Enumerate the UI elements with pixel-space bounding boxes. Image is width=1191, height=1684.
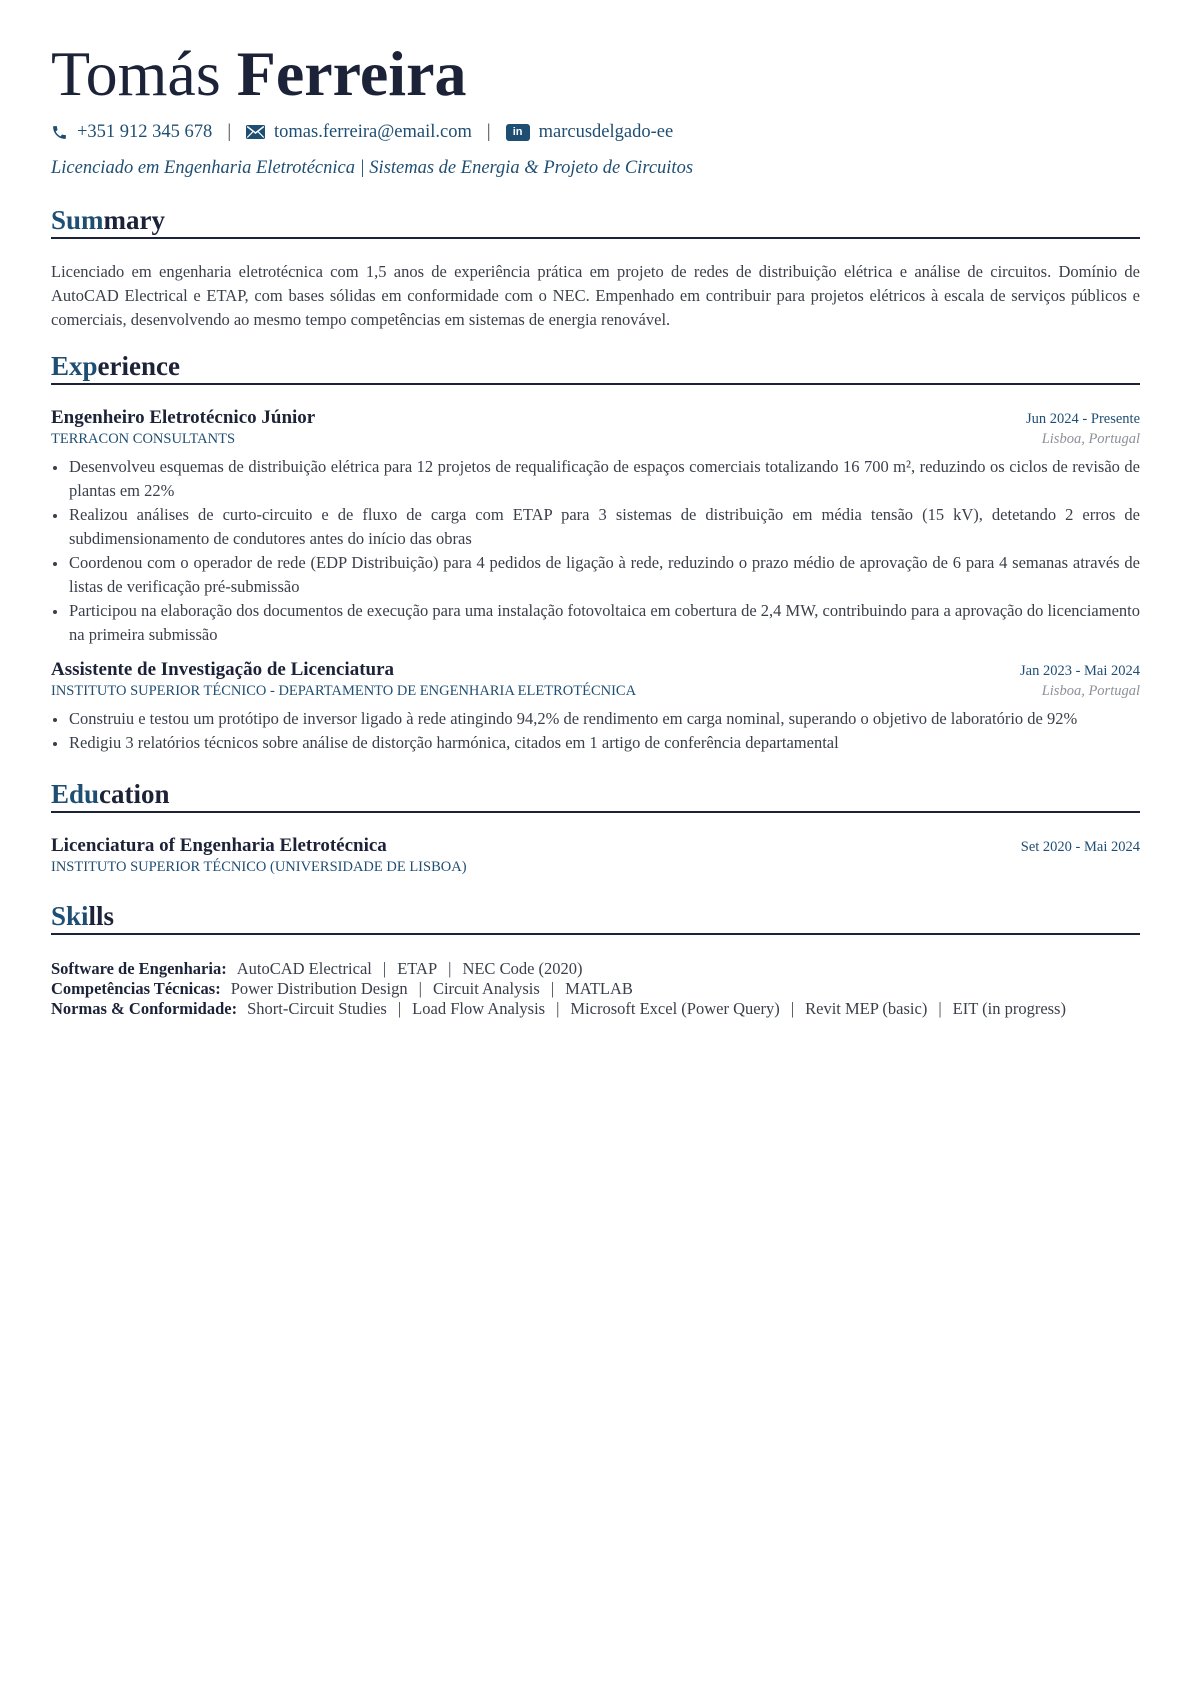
job-bullets xyxy=(51,707,1140,755)
last-name: Ferreira xyxy=(236,38,467,109)
contact-phone[interactable] xyxy=(51,122,212,143)
skill-separator: | xyxy=(418,978,422,998)
heading-accent: Sum xyxy=(51,205,104,235)
degree-dates: Set 2020 - Mai 2024 xyxy=(1020,838,1140,855)
skill-separator: | xyxy=(550,978,555,998)
job-bullets xyxy=(51,455,1140,647)
skill-item: EIT (in progress) xyxy=(952,998,1066,1018)
heading-accent: Ski xyxy=(51,900,89,931)
skill-separator: | xyxy=(397,998,402,1018)
school-name: INSTITUTO SUPERIOR TÉCNICO (UNIVERSIDADE DE LISBOA) xyxy=(51,858,467,875)
job-location: Lisboa, Portugal xyxy=(1041,682,1140,699)
skills-section xyxy=(51,899,1140,1021)
candidate-name xyxy=(51,36,1140,112)
experience-entry xyxy=(51,405,1140,647)
skill-category: Competências Técnicas: xyxy=(51,978,221,998)
skill-category: Normas & Conformidade: xyxy=(51,998,238,1018)
degree-title: Licenciatura of Engenharia Eletrotécnica xyxy=(51,834,387,856)
bullet-item: Coordenou com o operador de rede (EDP Distribuição) para 4 pedidos de ligação à rede, reduzindo o prazo médio de aprovação de 6 para 4 semanas através de listas de verificação pré-submissão xyxy=(51,551,1140,599)
skill-item: Power Distribution Design xyxy=(230,978,408,998)
skill-item: NEC Code (2020) xyxy=(462,958,583,978)
skills-list xyxy=(51,957,1140,1021)
contact-separator: | xyxy=(227,121,232,142)
education-entry xyxy=(51,833,1140,877)
skill-item: AutoCAD Electrical xyxy=(236,958,372,978)
skill-item: Circuit Analysis xyxy=(432,978,540,998)
skill-category: Software de Engenharia: xyxy=(51,958,227,978)
resume-header xyxy=(51,36,1140,181)
phone-number: +351 912 345 678 xyxy=(77,121,213,142)
phone-icon xyxy=(51,124,68,141)
bullet-item: Realizou análises de curto-circuito e de fluxo de carga com ETAP para 3 sistemas de distribuição em média tensão (15 kV), detetando 2 erros de subdimensionamento de condutores antes do início das obras xyxy=(51,503,1140,551)
linkedin-icon xyxy=(506,124,530,141)
job-title: Assistente de Investigação de Licenciatura xyxy=(51,658,395,680)
bullet-item: Participou na elaboração dos documentos de execução para uma instalação fotovoltaica em cobertura de 2,4 MW, contribuindo para a aprovação do licenciamento na primeira submissão xyxy=(51,599,1140,647)
skill-separator: | xyxy=(382,958,387,978)
headline-tagline: Licenciado em Engenharia Eletrotécnica | Sistemas de Energia & Projeto de Circuitos xyxy=(51,158,694,178)
contact-email[interactable] xyxy=(246,122,472,143)
skill-row xyxy=(51,997,1140,1021)
employer-name: TERRACON CONSULTANTS xyxy=(51,430,236,447)
envelope-icon xyxy=(246,125,265,139)
skill-separator: | xyxy=(938,998,942,1018)
linkedin-handle: marcusdelgado-ee xyxy=(538,121,674,142)
experience-section xyxy=(51,349,1140,755)
skills-heading xyxy=(51,899,1140,935)
job-dates: Jan 2023 - Mai 2024 xyxy=(1019,662,1140,679)
email-address: tomas.ferreira@email.com xyxy=(274,121,472,142)
skill-item: MATLAB xyxy=(565,978,633,998)
heading-rest: lls xyxy=(88,900,115,931)
summary-text: Licenciado em engenharia eletrotécnica com 1,5 anos de experiência prática em projeto de redes de distribuição elétrica e análise de circuitos. Domínio de AutoCAD Electrical e ETAP, com bases sólidas em conformidade com o NEC. Empenhado em contribuir para projetos elétricos à escala de serviços públicos e comerciais, desenvolvendo ao mesmo tempo competências em sistemas de energia renovável. xyxy=(51,262,1140,329)
heading-rest: erience xyxy=(97,350,180,381)
heading-accent: Edu xyxy=(51,778,100,809)
heading-rest: cation xyxy=(99,778,170,809)
summary-heading xyxy=(51,203,1140,239)
employer-name: INSTITUTO SUPERIOR TÉCNICO - DEPARTAMENTO DE ENGENHARIA ELETROTÉCNICA xyxy=(51,682,637,699)
education-section xyxy=(51,777,1140,877)
first-name: Tomás xyxy=(51,38,221,109)
skill-item: Short-Circuit Studies xyxy=(247,998,387,1018)
contact-linkedin[interactable] xyxy=(506,122,674,143)
skill-separator: | xyxy=(448,958,452,978)
summary-section xyxy=(51,203,1140,332)
contact-bar xyxy=(51,118,1140,146)
job-dates: Jun 2024 - Presente xyxy=(1026,410,1140,427)
bullet-item: Construiu e testou um protótipo de inversor ligado à rede atingindo 94,2% de rendimento em carga nominal, superando o objetivo de laboratório de 92% xyxy=(51,707,1140,731)
job-location: Lisboa, Portugal xyxy=(1041,430,1140,447)
education-heading xyxy=(51,777,1140,813)
bullet-item: Redigiu 3 relatórios técnicos sobre análise de distorção harmónica, citados em 1 artigo de conferência departamental xyxy=(51,731,1140,755)
skill-separator: | xyxy=(556,998,560,1018)
heading-rest: mary xyxy=(103,205,166,235)
contact-separator: | xyxy=(486,121,491,142)
skill-separator: | xyxy=(790,998,795,1018)
skill-item: Microsoft Excel (Power Query) xyxy=(570,998,780,1018)
experience-entry xyxy=(51,657,1140,755)
experience-heading xyxy=(51,349,1140,385)
skill-item: Revit MEP (basic) xyxy=(805,998,928,1018)
bullet-item: Desenvolveu esquemas de distribuição elétrica para 12 projetos de requalificação de espaços comerciais totalizando 16 700 m², reduzindo os ciclos de revisão de plantas em 22% xyxy=(51,455,1140,503)
heading-accent: Exp xyxy=(51,350,98,381)
job-title: Engenheiro Eletrotécnico Júnior xyxy=(51,406,316,428)
skill-item: Load Flow Analysis xyxy=(412,998,546,1018)
linkedin-badge: in xyxy=(506,124,530,141)
skill-item: ETAP xyxy=(397,958,438,978)
